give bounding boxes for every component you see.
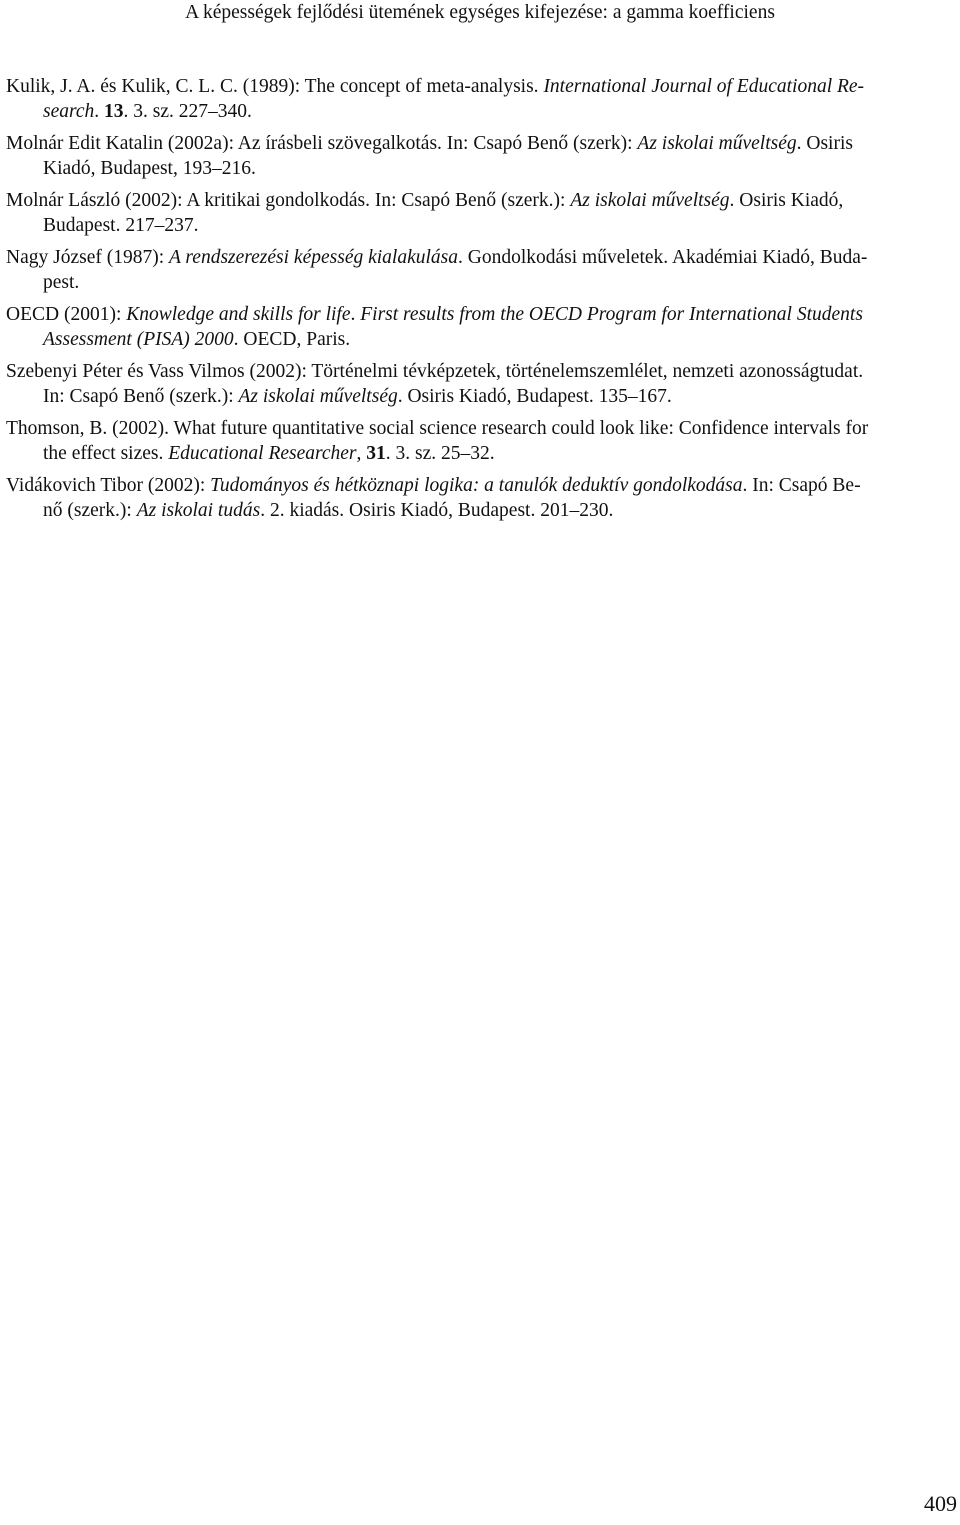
reference-text: Thomson, B. (2002). What future quantitative social science research could look like: Confidence intervals for [6, 418, 869, 439]
reference-title-italic: Knowledge and skills for life [126, 304, 351, 325]
reference-volume: 31 [366, 443, 386, 464]
reference-entry [6, 416, 954, 466]
reference-text: . 3. sz. 25–32. [385, 443, 495, 464]
reference-text: Kiadó, Budapest, 193–216. [43, 158, 256, 179]
reference-text: Szebenyi Péter és Vass Vilmos (2002): Történelmi tévképzetek, történelemszemlélet, nemzeti azonosságtudat. [6, 361, 864, 382]
reference-text: Vidákovich Tibor (2002): [6, 475, 211, 496]
reference-text: Budapest. 217–237. [43, 215, 199, 236]
reference-title-italic: Az iskolai műveltség [570, 190, 730, 211]
reference-text: OECD (2001): [6, 304, 127, 325]
reference-text: . 3. sz. 227–340. [123, 101, 252, 122]
reference-entry [6, 359, 954, 409]
reference-entry [6, 74, 954, 124]
reference-title-italic: Tudományos és hétköznapi logika: a tanulók deduktív gondolkodása [210, 475, 743, 496]
reference-entry [6, 245, 954, 295]
reference-title-italic: International Journal of Educational Re- [543, 76, 865, 97]
running-header: A képességek fejlődési ütemének egységes kifejezése: a gamma koefficiens [185, 2, 775, 23]
reference-text: nő (szerk.): [43, 500, 137, 521]
reference-text: . 2. kiadás. Osiris Kiadó, Budapest. 201–230. [260, 500, 614, 521]
reference-volume: 13 [104, 101, 124, 122]
reference-entry [6, 302, 954, 352]
reference-text: . Osiris Kiadó, Budapest. 135–167. [397, 386, 672, 407]
reference-title-italic: Az iskolai műveltség [238, 386, 398, 407]
reference-title-italic: search [43, 101, 95, 122]
reference-text: pest. [43, 272, 80, 293]
reference-text: In: Csapó Benő (szerk.): [43, 386, 239, 407]
page-number: 409 [924, 1491, 957, 1516]
reference-text: Molnár Edit Katalin (2002a): Az írásbeli szövegalkotás. In: Csapó Benő (szerk): [6, 133, 638, 154]
reference-text: . Osiris [796, 133, 853, 154]
reference-text: Molnár László (2002): A kritikai gondolkodás. In: Csapó Benő (szerk.): [6, 190, 571, 211]
reference-title-italic: First results from the OECD Program for International Students [360, 304, 863, 325]
reference-text: . In: Csapó Be- [742, 475, 861, 496]
reference-text: . [94, 101, 105, 122]
reference-title-italic: Assessment (PISA) 2000 [43, 329, 234, 350]
reference-entry [6, 131, 954, 181]
reference-text: . [350, 304, 361, 325]
reference-title-italic: Educational Researcher [168, 443, 357, 464]
reference-text: . Osiris Kiadó, [729, 190, 844, 211]
reference-text: Nagy József (1987): [6, 247, 169, 268]
reference-list [6, 74, 954, 530]
reference-entry [6, 473, 954, 523]
reference-title-italic: Az iskolai tudás [136, 500, 261, 521]
reference-title-italic: Az iskolai műveltség [637, 133, 797, 154]
reference-text: . Gondolkodási műveletek. Akadémiai Kiadó, Buda- [458, 247, 868, 268]
reference-text: . OECD, Paris. [233, 329, 351, 350]
reference-entry [6, 188, 954, 238]
reference-text: , [356, 443, 367, 464]
reference-text: Kulik, J. A. és Kulik, C. L. C. (1989): The concept of meta-analysis. [6, 76, 544, 97]
reference-title-italic: A rendszerezési képesség kialakulása [169, 247, 459, 268]
reference-text: the effect sizes. [43, 443, 169, 464]
